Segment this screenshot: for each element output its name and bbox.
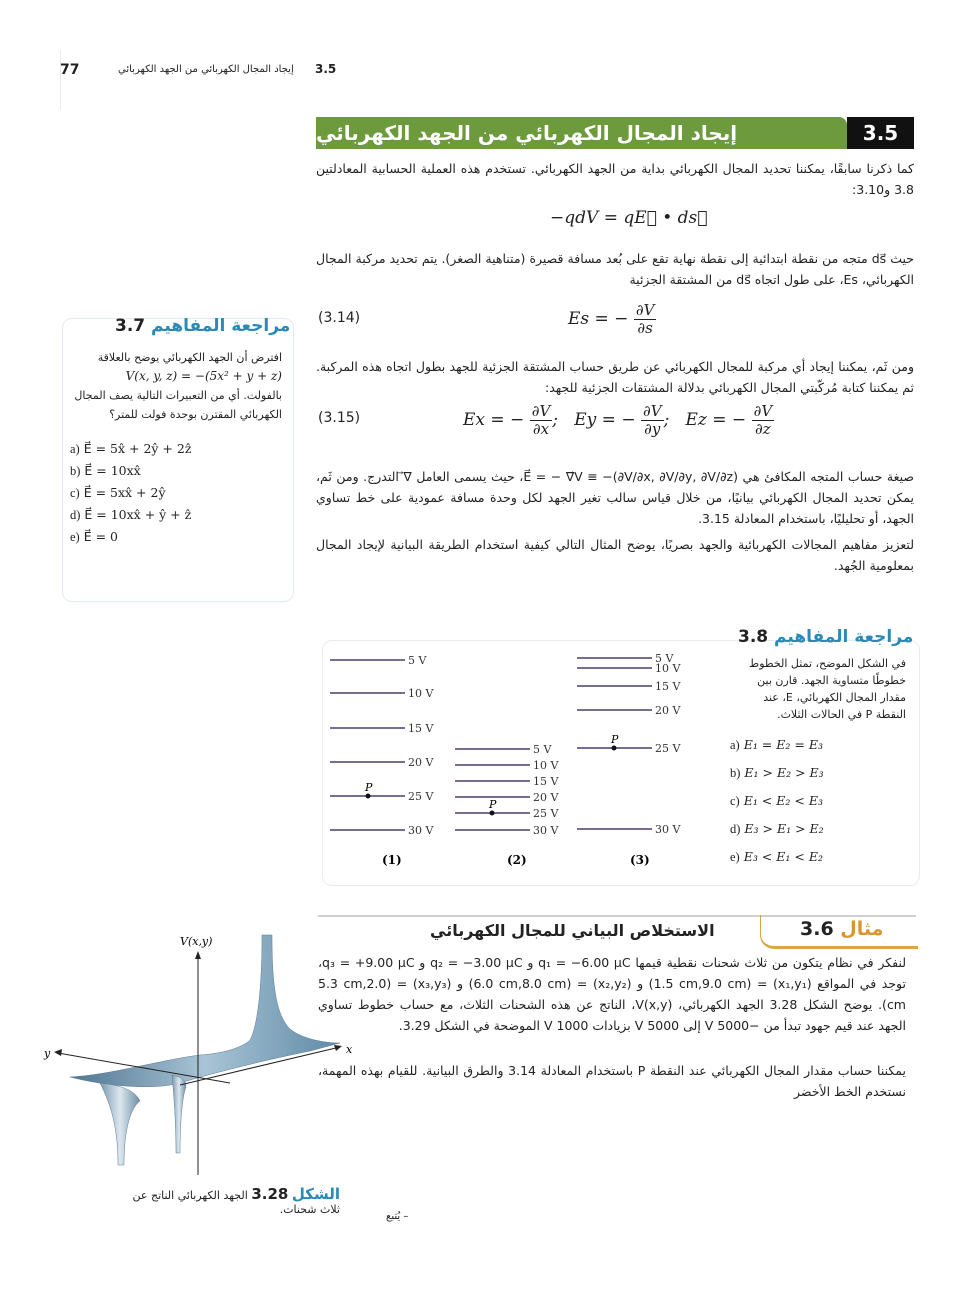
negative-spike-q2 — [172, 1075, 186, 1153]
eq-ex: Ex = − $\frac{\partial V}{\partial x}$ ; — [463, 402, 559, 438]
equation-3-15 — [463, 403, 774, 438]
equation-3-14 — [568, 302, 656, 337]
potential-formula: V(x, y, z) = −(5x² + y + z) — [125, 369, 282, 383]
voltage-label: 10 V — [408, 687, 434, 700]
eq-ey: Ey = − $\frac{\partial V}{\partial y}$ ; — [574, 402, 670, 438]
example-paragraph-1: لنفكر في نظام يتكون من ثلاث شحنات نقطية قيمها q₁ = −6.00 μC و q₂ = −3.00 μC و q₃ = +9.00 μC، توجد في المواقع (x₁,y₁) = (1.5 cm,9.0 cm) و (x₂,y₂) = (6.0 cm,8.0 cm) و (x₃,y₃) = (5.3 cm,2.0 cm). يوضح الشكل 3.28 الجهد الكهربائي، V(x,y)، الناتج عن هذه الشحنات الثلاث، مع حساب خطوط تساوي الجهد عند قيم جهود تبدأ من −5000 V إلى 5000 V بزيادات 1000 V الموضحة في الشكل 3.29. — [318, 955, 907, 1033]
option-c[interactable]: c) E₁ < E₂ < E₃ — [730, 793, 823, 808]
concept-check-3-8-question: في الشكل الموضح، تمثل الخطوط خطوطًا متساوية الجهد. قارن بين مقدار المجال الكهربائي، E، عند النقطة P في الحالات الثلاث. a) E₁ = E₂ = E₃ b) E₁ > E₂ > E₃ c) E₁ < E₂ < E₃ d) E₃ > E₁ > E₂ e) E₃ < E₁ < E₂ — [730, 655, 906, 871]
figure-caption: الشكل 3.28 الجهد الكهربائي الناتج عن ثلاث شحنات. — [132, 1185, 340, 1216]
equation-work: −qdV = qE⃗ • ds⃗ — [550, 208, 708, 228]
voltage-label: 15 V — [408, 722, 434, 735]
point-p-label: P — [489, 798, 497, 811]
option-b[interactable]: b) E₁ > E₂ > E₃ — [730, 765, 824, 780]
panel-caption: (3) — [630, 853, 650, 867]
continued-label: – يُتبع — [386, 1211, 409, 1222]
voltage-label: 20 V — [408, 756, 434, 769]
components-paragraph: ومن ثَم، يمكننا إيجاد أي مركبة للمجال الكهربائي عن طريق حساب المشتقة الجزئية للجهد بطول اتجاه هذه المركبة. ثم يمكننا كتابة مُركّبتي المجال الكهربائي بدلالة المشتقات الجزئية للجهد: — [316, 359, 914, 395]
reinforce-paragraph: لتعزيز مفاهيم المجالات الكهربائية والجهد بصريًا، يوضح المثال التالي كيفية استخدام الطريقة البيانية لإيجاد المجال بمعلومية الجُهد. — [316, 537, 914, 573]
eq-ez: Ez = − $\frac{\partial V}{\partial z}$ — [685, 402, 773, 438]
point-p-label: P — [611, 733, 619, 746]
running-header-number: 3.5 — [315, 62, 337, 76]
section-banner — [316, 117, 914, 149]
voltage-label: 15 V — [533, 775, 559, 788]
option-e[interactable]: e) E⃗ = 0 — [70, 529, 118, 544]
example-label: مثال 3.6 — [800, 918, 884, 940]
voltage-label: 10 V — [655, 662, 681, 675]
panel-caption: (2) — [507, 853, 527, 867]
equipotential-diagram — [320, 640, 700, 880]
point-p-label: P — [365, 781, 373, 794]
voltage-label: 30 V — [408, 824, 434, 837]
gutter-line — [60, 50, 61, 110]
voltage-label: 20 V — [533, 791, 559, 804]
voltage-label: 5 V — [408, 654, 427, 667]
voltage-label: 30 V — [533, 824, 559, 837]
eq-lhs: Es = − — [568, 309, 629, 329]
potential-surface — [70, 935, 340, 1087]
section-title: إيجاد المجال الكهربائي من الجهد الكهربائي — [316, 117, 847, 149]
equation-number-3-14: (3.14) — [318, 310, 361, 326]
voltage-label: 10 V — [533, 759, 559, 772]
example-paragraph-2: يمكننا حساب مقدار المجال الكهربائي عند النقطة P باستخدام المعادلة 3.14 والطرق البيانية. للقيام بهذه المهمة، نستخدم الخط الأخضر — [318, 1063, 906, 1099]
voltage-label: 20 V — [655, 704, 681, 717]
options-list — [730, 731, 906, 871]
potential-surface-figure — [40, 925, 353, 1175]
page-number: 77 — [60, 62, 80, 78]
point-p-marker — [366, 794, 371, 799]
option-d[interactable]: d) E₃ > E₁ > E₂ — [730, 821, 824, 836]
numerator: ∂V — [635, 301, 655, 319]
equipotential-panel-1 — [330, 654, 434, 867]
intro-paragraph: كما ذكرنا سابقًا، يمكننا تحديد المجال الكهربائي بداية من الجهد الكهربائي. تستخدم هذه العملية الحسابية المعادلتين 3.8 و3.10: — [316, 161, 914, 197]
voltage-label: 30 V — [655, 823, 681, 836]
voltage-label: 25 V — [655, 742, 681, 755]
negative-spike-q1 — [100, 1083, 140, 1165]
voltage-label: 5 V — [655, 652, 674, 665]
gradient-paragraph: صيغة حساب المتجه المكافئ هي E⃗ = − ∇⃗V ≡ −(∂V/∂x, ∂V/∂y, ∂V/∂z)، حيث يسمى العامل ∇⃗ التدرج. ومن ثَم، يمكن تحديد المجال الكهربائي بيانيًا، من خلال قياس سالب تغير الجهد لكل وحدة مسافة عمودية على خط تساوي الجهد، أو تحليليًا، باستخدام المعادلة 3.15. — [316, 469, 914, 526]
equipotential-panel-3 — [577, 652, 681, 867]
point-p-marker — [490, 811, 495, 816]
option-a[interactable]: a) E⃗ = 5x̂ + 2ŷ + 2ẑ — [70, 441, 192, 456]
section-number: 3.5 — [847, 117, 914, 149]
concept-check-3-7-title: مراجعة المفاهيم 3.7 — [115, 316, 291, 336]
panel-caption: (1) — [382, 853, 402, 867]
concept-check-3-8-title: مراجعة المفاهيم 3.8 — [738, 627, 914, 647]
equipotential-panel-2 — [455, 743, 559, 867]
option-c[interactable]: c) E⃗ = 5xx̂ + 2ŷ — [70, 485, 166, 500]
option-a[interactable]: a) E₁ = E₂ = E₃ — [730, 737, 823, 752]
example-title: الاستخلاص البياني للمجال الكهربائي — [430, 921, 715, 940]
ds-paragraph: حيث ds⃗ متجه من نقطة ابتدائية إلى نقطة نهاية تقع على بُعد مسافة قصيرة (متناهية الصغر). يتم تحديد مركبة المجال الكهربائي، Es، على طول اتجاه ds⃗ من المشتقة الجزئية — [316, 251, 914, 287]
voltage-label: 25 V — [408, 790, 434, 803]
option-b[interactable]: b) E⃗ = 10xx̂ — [70, 463, 141, 478]
concept-check-3-7-question: افترض أن الجهد الكهربائي يوضح بالعلاقة V(x, y, z) = −(5x² + y + z) بالفولت. أي من التعبيرات التالية يصف المجال الكهربائي المقترن بوحدة فولت للمتر؟ a) E⃗ = 5x̂ + 2ŷ + 2ẑ b) E⃗ = 10xx̂ c) E⃗ = 5xx̂ + 2ŷ d) E⃗ = 10xx̂ + ŷ + ẑ e) E⃗ = 0 — [70, 348, 282, 548]
running-header-title: إيجاد المجال الكهربائي من الجهد الكهربائي — [118, 64, 294, 75]
point-p-marker — [612, 746, 617, 751]
y-axis-label: y — [44, 1047, 51, 1060]
v-axis-label: V(x,y) — [180, 935, 213, 948]
options-list — [70, 438, 282, 548]
equation-number-3-15: (3.15) — [318, 410, 361, 426]
denominator: ∂s — [637, 319, 653, 337]
option-e[interactable]: e) E₃ < E₁ < E₂ — [730, 849, 823, 864]
voltage-label: 25 V — [533, 807, 559, 820]
option-d[interactable]: d) E⃗ = 10xx̂ + ŷ + ẑ — [70, 507, 192, 522]
voltage-label: 15 V — [655, 680, 681, 693]
voltage-label: 5 V — [533, 743, 552, 756]
x-axis-label: x — [346, 1043, 353, 1056]
fraction — [634, 302, 657, 337]
